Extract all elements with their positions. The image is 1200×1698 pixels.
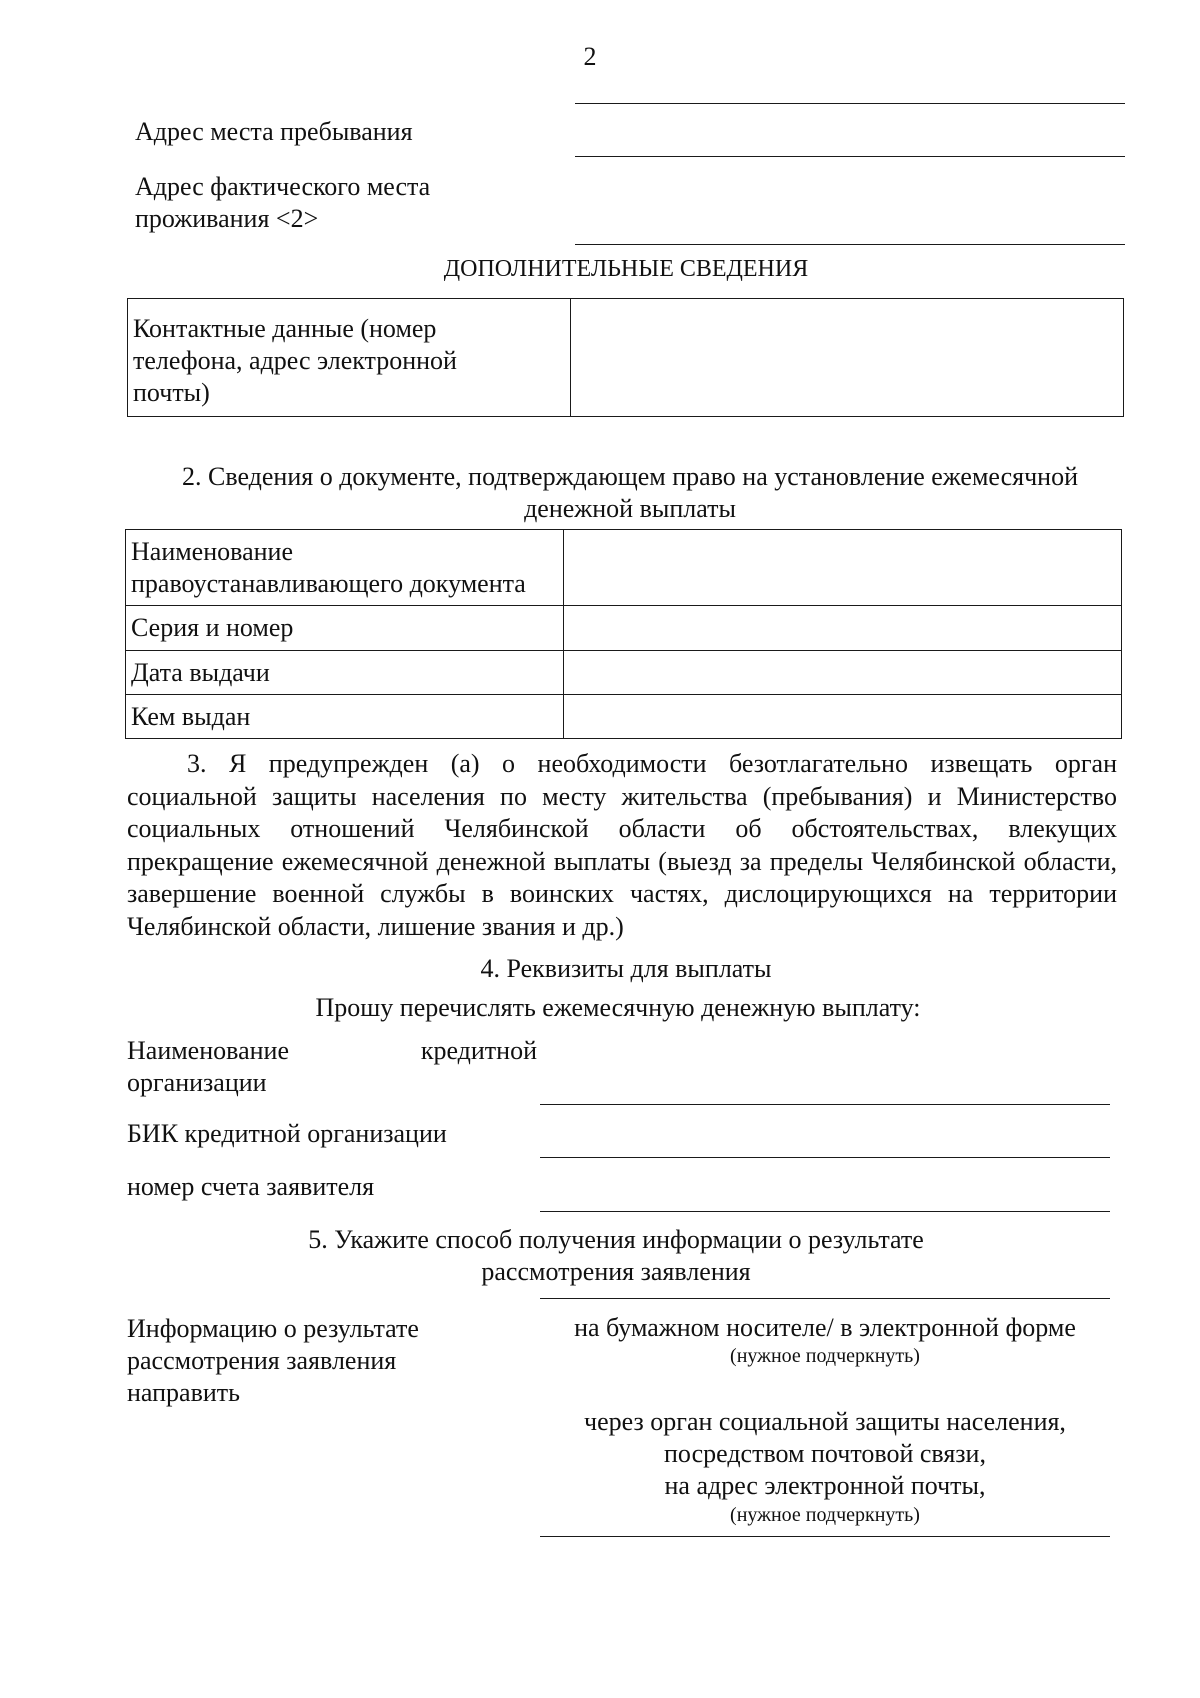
contact-table [127,298,1124,417]
result-delivery-label [127,1313,419,1409]
stay-address-field[interactable] [575,156,1125,157]
section5-heading-line2: рассмотрения заявления [481,1257,751,1286]
doc-series-label: Серия и номер [131,613,294,642]
result-delivery-label-line1: Информацию о результате [127,1314,419,1343]
address-top-line [575,103,1125,104]
contact-label-line2: телефона, адрес электронной [133,346,457,375]
doc-series-label-cell [126,606,564,651]
document-table [125,529,1122,739]
format-option-note: (нужное подчеркнуть) [730,1345,920,1367]
doc-issuer-label: Кем выдан [131,702,251,731]
doc-issuer-label-cell [126,695,564,739]
bik-label: БИК кредитной организации [127,1119,447,1148]
format-option-text[interactable]: на бумажном носителе/ в электронной форме [574,1313,1076,1342]
delivery-option-line1[interactable]: через орган социальной защиты населения, [584,1407,1066,1436]
section5-bottom-line [540,1536,1110,1537]
doc-name-label-line2: правоустанавливающего документа [131,569,526,598]
account-label: номер счета заявителя [127,1172,375,1201]
section2-heading [130,461,1130,525]
bank-name-field[interactable] [540,1104,1110,1105]
section5-heading [0,1224,1200,1288]
section4-subheading: Прошу перечислять ежемесячную денежную выплату: [315,993,921,1022]
bank-name-label-line1 [127,1035,537,1067]
bank-name-word2: кредитной [420,1036,537,1065]
bik-field[interactable] [540,1157,1110,1158]
actual-address-label-line2: проживания <2> [135,204,319,233]
doc-date-value-cell[interactable] [564,651,1122,695]
doc-name-value-cell[interactable] [564,530,1122,606]
delivery-option-line2[interactable]: посредством почтовой связи, [664,1439,986,1468]
delivery-option-block [520,1406,1130,1528]
section2-heading-line1: 2. Сведения о документе, подтверждающем право на установление ежемесячной [181,462,1078,491]
doc-series-value-cell[interactable] [564,606,1122,651]
page-number: 2 [583,42,597,71]
actual-address-field[interactable] [575,244,1125,245]
actual-address-label-line1: Адрес фактического места [135,172,431,201]
contact-label-line1: Контактные данные (номер [133,314,437,343]
doc-name-label-cell [126,530,564,606]
delivery-option-note: (нужное подчеркнуть) [730,1504,920,1526]
doc-issuer-value-cell[interactable] [564,695,1122,739]
delivery-option-line3[interactable]: на адрес электронной почты, [664,1471,986,1500]
section5-heading-line1: 5. Укажите способ получения информации о результате [308,1225,924,1254]
actual-address-label [135,171,430,235]
contact-label-line3: почты) [133,378,210,407]
section5-top-line [540,1298,1110,1299]
stay-address-label: Адрес места пребывания [135,117,413,146]
section2-heading-line2: денежной выплаты [524,494,736,523]
additional-heading: ДОПОЛНИТЕЛЬНЫЕ СВЕДЕНИЯ [443,256,809,282]
result-delivery-label-line2: рассмотрения заявления [127,1346,397,1375]
bank-name-label-line2: организации [127,1068,267,1097]
contact-value-cell[interactable] [571,299,1124,417]
section3-warning-text: 3. Я предупрежден (а) о необходимости безотлагательно извещать орган социальной защиты населения по месту жительства (пребывания) и Министерство социальных отношений Челябинской области об обстоятельствах, влекущих прекращение ежемесячной денежной выплаты (выезд за пределы Челябинской области, завершение военной службы в воинских частях, дислоцирующихся на территории Челябинской области, лишение звания и др.) [127,749,1117,941]
bank-name-label [127,1035,537,1099]
section4-heading: 4. Реквизиты для выплаты [480,954,772,983]
bank-name-word1: Наименование [127,1036,289,1065]
doc-name-label-line1: Наименование [131,537,293,566]
result-delivery-label-line3: направить [127,1378,240,1407]
doc-date-label-cell [126,651,564,695]
account-field[interactable] [540,1211,1110,1212]
doc-date-label: Дата выдачи [131,658,270,687]
format-option-block [540,1313,1110,1368]
contact-label-cell [128,299,571,417]
